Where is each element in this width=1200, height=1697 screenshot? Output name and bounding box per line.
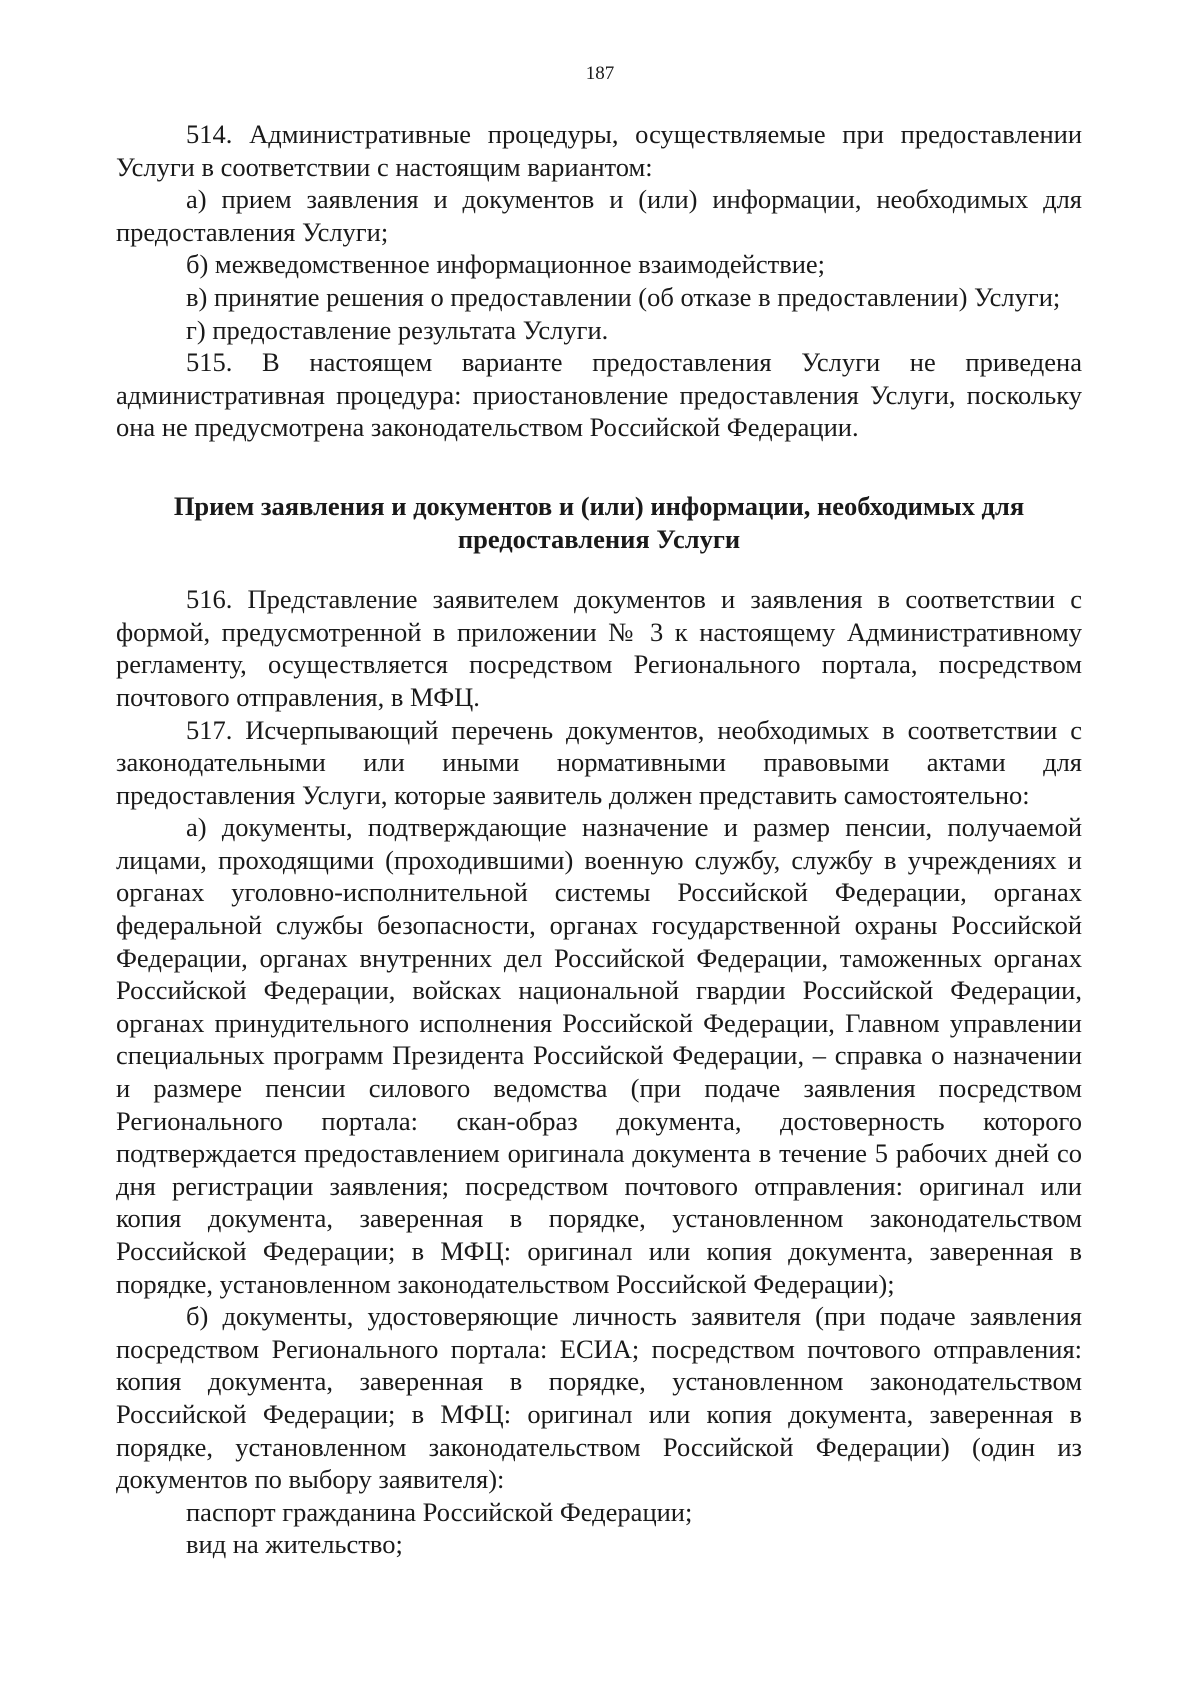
list-item-residence-permit: вид на жительство; xyxy=(186,1529,403,1560)
list-item-b-interaction: б) межведомственное информационное взаимодействие; xyxy=(186,249,826,280)
list-item-v-decision: в) принятие решения о предоставлении (об отказе в предоставлении) Услуги; xyxy=(186,281,1061,312)
paragraph-515: 515. В настоящем варианте предоставления Услуги не приведена административная процедура: приостановление предоставления Услуги, поскольку она не предусмотрена законодательством Российской Федерации. xyxy=(116,347,1082,443)
section-heading: Прием заявления и документов и (или) информации, необходимых для предоставления Услуги xyxy=(173,490,1025,554)
document-body xyxy=(116,118,1082,1561)
list-item-g-result: г) предоставление результата Услуги. xyxy=(186,314,609,345)
paragraph-517: 517. Исчерпывающий перечень документов, необходимых в соответствии с законодательными или иными нормативными правовыми актами для предоставления Услуги, которые заявитель должен представить самостоятельно: xyxy=(116,714,1082,810)
list-item-passport: паспорт гражданина Российской Федерации; xyxy=(186,1496,693,1527)
list-item-a-reception: а) прием заявления и документов и (или) информации, необходимых для предоставления Услуги; xyxy=(116,184,1082,247)
paragraph-516: 516. Представление заявителем документов и заявления в соответствии с формой, предусмотренной в приложении № 3 к настоящему Административному регламенту, осуществляется посредством Регионального портала, посредством почтового отправления, в МФЦ. xyxy=(116,584,1082,712)
paragraph-514: 514. Административные процедуры, осуществляемые при предоставлении Услуги в соответствии с настоящим вариантом: xyxy=(116,119,1082,182)
page-number: 187 xyxy=(585,63,615,84)
list-item-a-pension-docs: а) документы, подтверждающие назначение и размер пенсии, получаемой лицами, проходящими (проходившими) военную службу, службу в учреждениях и органах уголовно-исполнительной системы Российской Федерации, органах федеральной службы безопасности, органах государственной охраны Российской Федерации, органах внутренних дел Российской Федерации, таможенных органах Российской Федерации, войсках национальной гвардии Российской Федерации, органах принудительного исполнения Российской Федерации, Главном управлении специальных программ Президента Российской Федерации, – справка о назначении и размере пенсии силового ведомства (при подаче заявления посредством Регионального портала: скан-образ документа, достоверность которого подтверждается предоставлением оригинала документа в течение 5 рабочих дней со дня регистрации заявления; посредством почтового отправления: оригинал или копия документа, заверенная в порядке, установленном законодательством Российской Федерации; в МФЦ: оригинал или копия документа, заверенная в порядке, установленном законодательством Российской Федерации); xyxy=(116,812,1082,1299)
list-item-b-identity-docs: б) документы, удостоверяющие личность заявителя (при подаче заявления посредством Регионального портала: ЕСИА; посредством почтового отправления: копия документа, заверенная в порядке, установленном законодательством Российской Федерации; в МФЦ: оригинал или копия документа, заверенная в порядке, установленном законодательством Российской Федерации) (один из документов по выбору заявителя): xyxy=(116,1301,1082,1495)
